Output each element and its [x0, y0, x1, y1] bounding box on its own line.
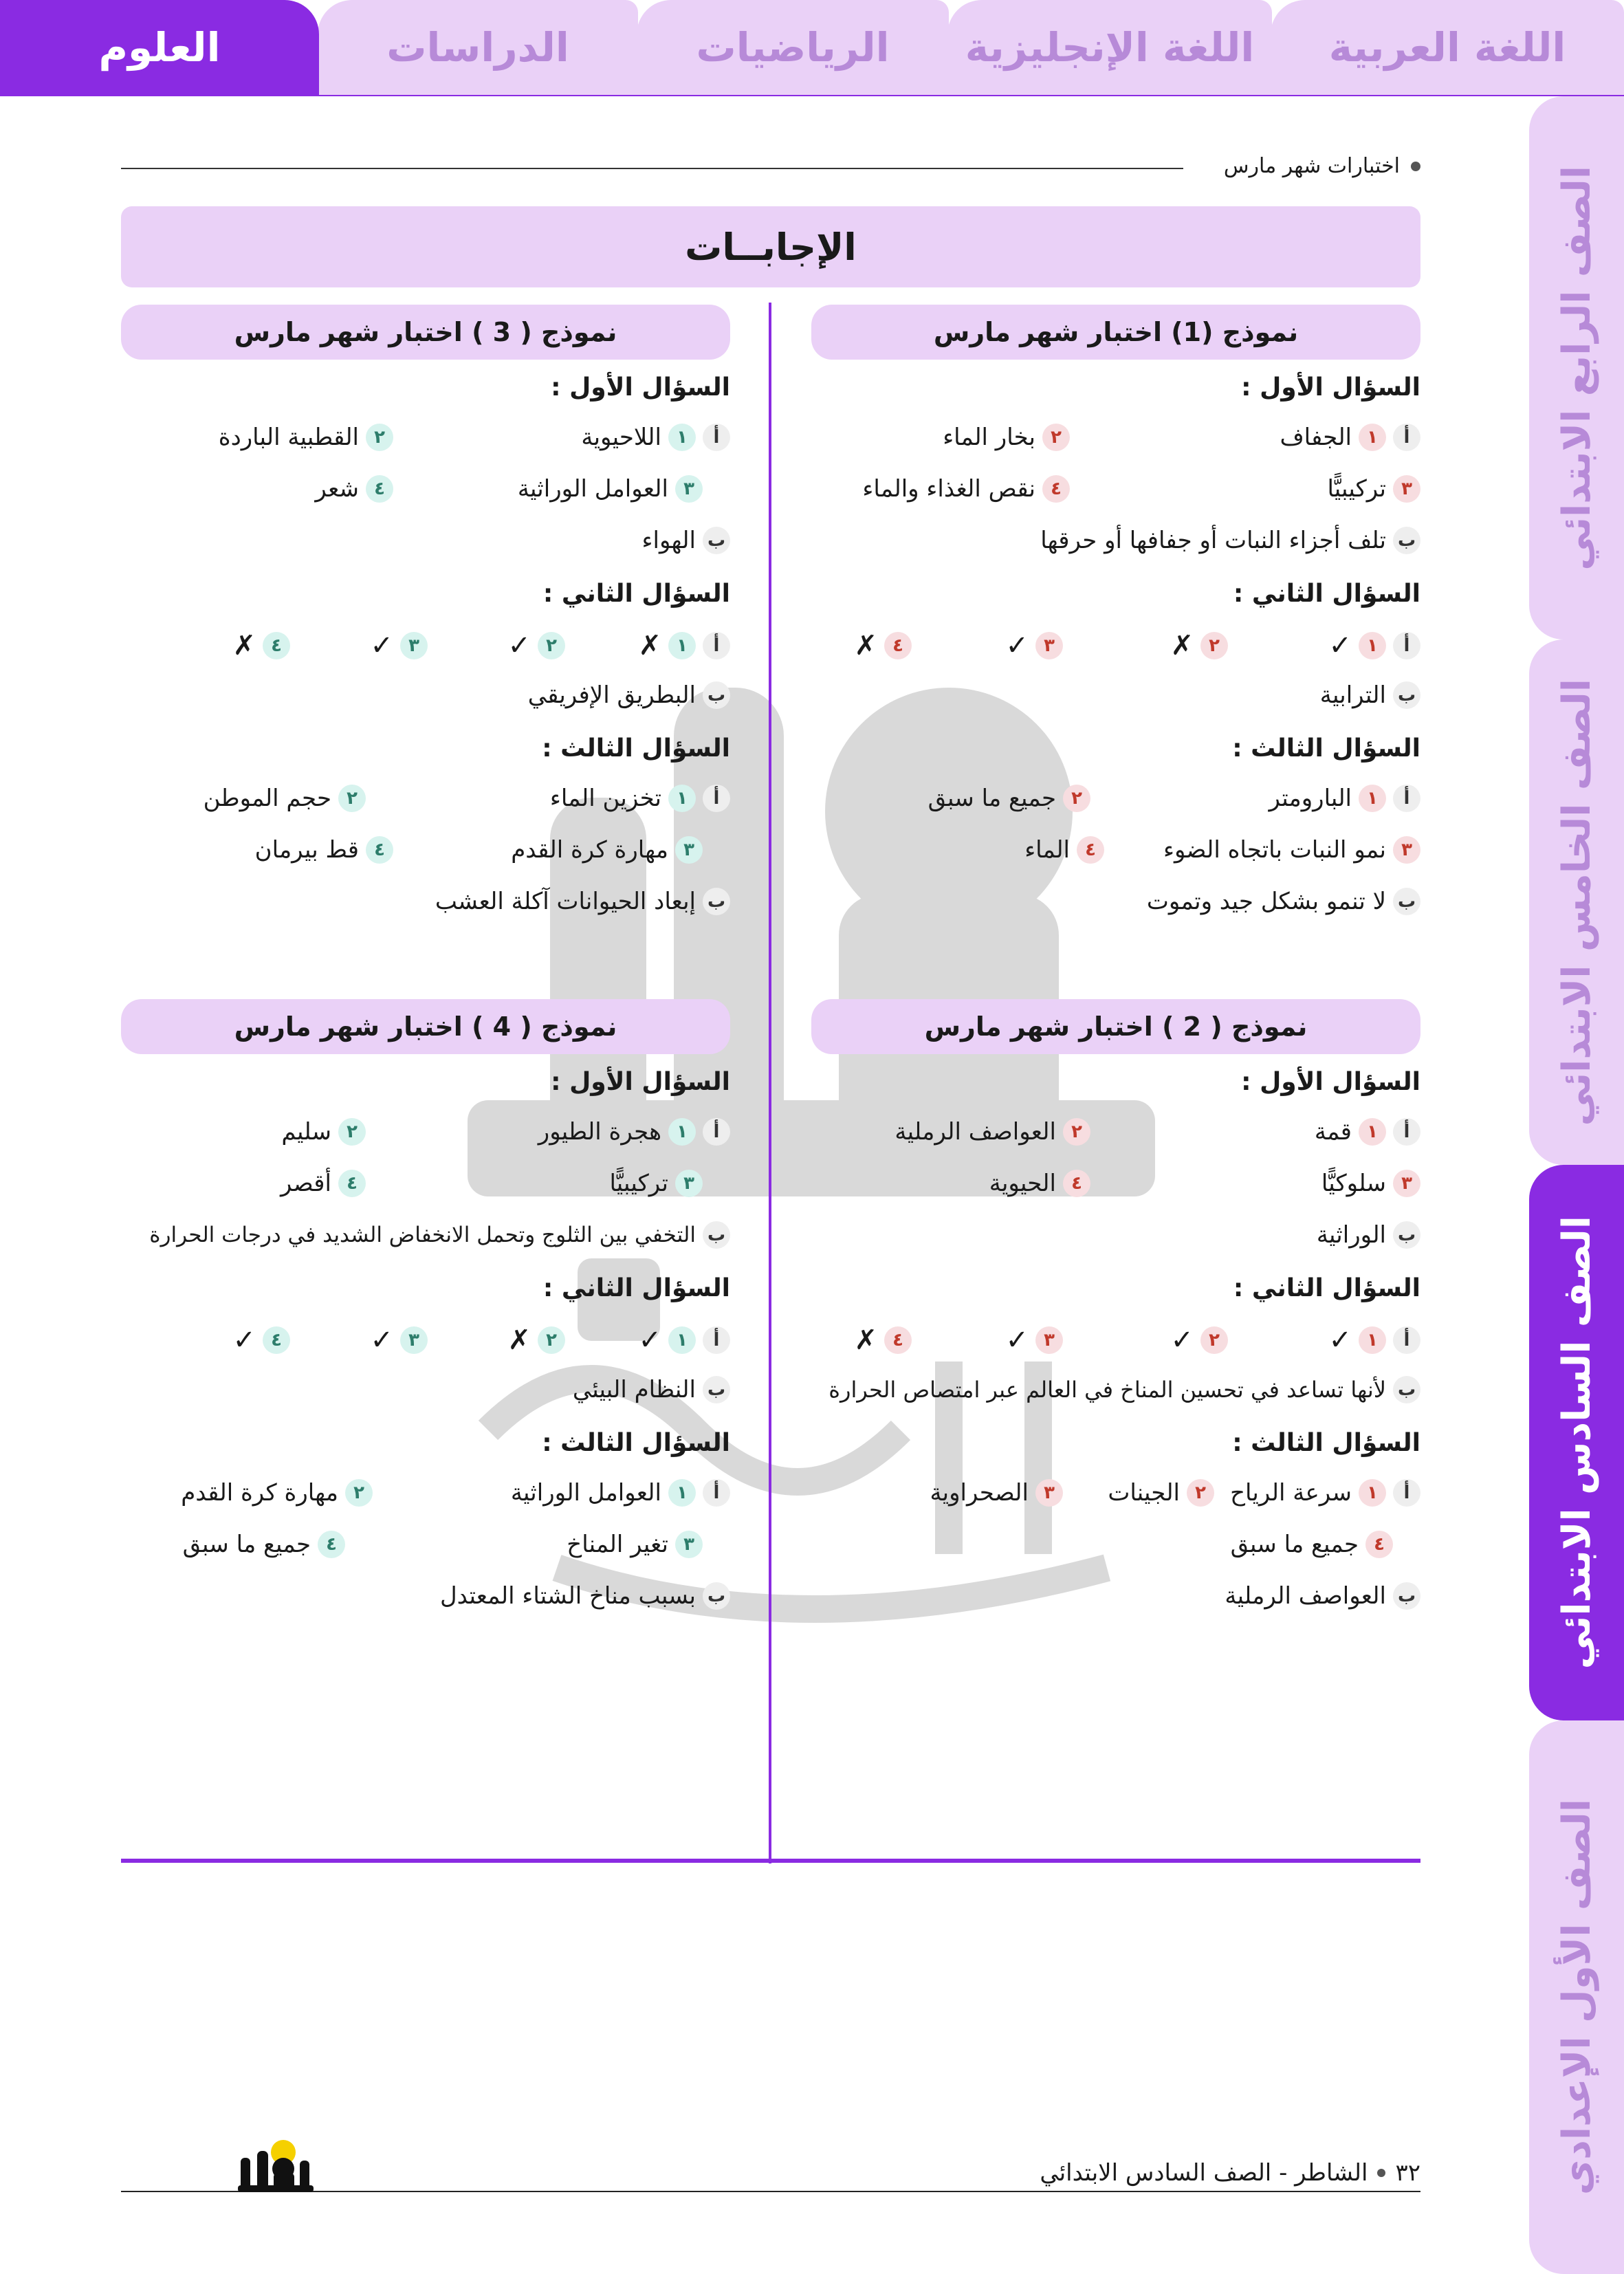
answer-text: الماء — [1024, 836, 1070, 864]
answer-text: التخفي بين الثلوج وتحمل الانخفاض الشديد في درجات الحرارة — [149, 1223, 696, 1247]
number-badge: ٣ — [1393, 475, 1420, 503]
letter-badge: ب — [1393, 527, 1420, 554]
letter-badge: ب — [1393, 1221, 1420, 1249]
model-title: نموذج (1) اختبار شهر مارس — [811, 305, 1420, 360]
check-icon: ✓ — [1005, 630, 1029, 662]
check-icon: ✓ — [370, 630, 393, 662]
breadcrumb — [1224, 154, 1420, 178]
number-badge: ٤ — [263, 632, 290, 659]
number-badge: ٣ — [1393, 1170, 1420, 1197]
number-badge: ٢ — [1200, 1326, 1228, 1354]
answer-text: العوامل الوراثية — [510, 1479, 661, 1507]
check-icon: ✓ — [1328, 1324, 1352, 1356]
answer-text: تخزين الماء — [549, 785, 661, 812]
answer-text: تلف أجزاء النبات أو جفافها أو حرقها — [1040, 527, 1386, 554]
cross-icon: ✗ — [232, 630, 256, 662]
question-heading: السؤال الثالث : — [1232, 1429, 1420, 1457]
cross-icon: ✗ — [854, 1324, 877, 1356]
number-badge: ٣ — [400, 1326, 428, 1354]
section-divider — [121, 1859, 1420, 1863]
letter-badge: ب — [703, 527, 730, 554]
number-badge: ١ — [1359, 1326, 1386, 1354]
number-badge: ١ — [668, 1118, 696, 1146]
number-badge: ٢ — [1200, 632, 1228, 659]
number-badge: ٤ — [1063, 1170, 1090, 1197]
breadcrumb-text: اختبارات شهر مارس — [1223, 154, 1400, 178]
number-badge: ٣ — [675, 1531, 703, 1558]
answer-text: النظام البيئي — [572, 1376, 696, 1403]
letter-badge: أ — [1393, 1118, 1420, 1146]
grade-tab-7[interactable]: الصف الأول الإعدادي — [1529, 1720, 1624, 2274]
answer-text: هجرة الطيور — [538, 1118, 661, 1146]
footer-label — [1030, 2159, 1420, 2187]
question-heading: السؤال الثالث : — [1232, 734, 1420, 763]
number-badge: ٤ — [1077, 836, 1104, 864]
answer-text: الصحراوية — [930, 1479, 1029, 1507]
cross-icon: ✗ — [1170, 630, 1194, 662]
answer-text: الجفاف — [1280, 424, 1352, 451]
question-heading: السؤال الثاني : — [1233, 1274, 1420, 1302]
tab-english[interactable]: اللغة الإنجليزية — [947, 0, 1272, 95]
number-badge: ٢ — [366, 424, 393, 451]
answer-text: مهارة كرة القدم — [511, 836, 668, 864]
grade-tab-6[interactable]: الصف السادس الابتدائي — [1529, 1165, 1624, 1720]
number-badge: ٤ — [884, 632, 912, 659]
number-badge: ١ — [1359, 785, 1386, 812]
number-badge: ٢ — [1187, 1479, 1214, 1507]
cross-icon: ✗ — [854, 630, 877, 662]
number-badge: ١ — [1359, 1479, 1386, 1507]
answer-text: لا تنمو بشكل جيد وتموت — [1146, 888, 1386, 915]
cross-icon: ✗ — [638, 630, 661, 662]
check-icon: ✓ — [232, 1324, 256, 1356]
answer-text: اللاحيوية — [581, 424, 661, 451]
number-badge: ٤ — [1365, 1531, 1393, 1558]
number-badge: ١ — [668, 424, 696, 451]
answer-text: لأنها تساعد في تحسين المناخ في العالم عبر امتصاص الحرارة — [829, 1377, 1386, 1403]
number-badge: ٢ — [1042, 424, 1070, 451]
number-badge: ٤ — [366, 475, 393, 503]
number-badge: ٣ — [1035, 1326, 1063, 1354]
number-badge: ٤ — [263, 1326, 290, 1354]
letter-badge: أ — [703, 1326, 730, 1354]
letter-badge: ب — [703, 1221, 730, 1249]
answer-text: شعر — [315, 475, 359, 503]
number-badge: ٢ — [1063, 785, 1090, 812]
answer-text: العوامل الوراثية — [517, 475, 668, 503]
tab-math[interactable]: الرياضيات — [637, 0, 949, 95]
answer-text: سلوكيًّا — [1321, 1170, 1386, 1197]
check-icon: ✓ — [370, 1324, 393, 1356]
answer-text: أقصر — [281, 1170, 331, 1197]
question-heading: السؤال الثاني : — [542, 1274, 730, 1302]
letter-badge: ب — [703, 1376, 730, 1403]
question-heading: السؤال الثالث : — [542, 1429, 730, 1457]
check-icon: ✓ — [507, 630, 531, 662]
check-icon: ✓ — [1170, 1324, 1194, 1356]
letter-badge: أ — [1393, 632, 1420, 659]
tab-science[interactable]: العلوم — [0, 0, 319, 95]
letter-badge: أ — [1393, 1479, 1420, 1507]
answer-text: إبعاد الحيوانات آكلة العشب — [435, 888, 696, 915]
letter-badge: أ — [1393, 1326, 1420, 1354]
check-icon: ✓ — [1005, 1324, 1029, 1356]
answer-text: بخار الماء — [943, 424, 1035, 451]
number-badge: ٢ — [1063, 1118, 1090, 1146]
answer-text: الحيوية — [989, 1170, 1056, 1197]
number-badge: ٣ — [675, 475, 703, 503]
number-badge: ٣ — [400, 632, 428, 659]
model-title: نموذج ( 2 ) اختبار شهر مارس — [811, 999, 1420, 1054]
letter-badge: أ — [1393, 785, 1420, 812]
answer-text: جميع ما سبق — [1230, 1531, 1359, 1558]
question-heading: السؤال الأول : — [1241, 373, 1420, 402]
answer-text: مهارة كرة القدم — [181, 1479, 338, 1507]
number-badge: ١ — [1359, 424, 1386, 451]
grade-tab-4[interactable]: الصف الرابع الابتدائي — [1529, 96, 1624, 639]
letter-badge: أ — [703, 785, 730, 812]
question-heading: السؤال الثاني : — [542, 580, 730, 608]
number-badge: ١ — [1359, 1118, 1386, 1146]
number-badge: ٢ — [338, 785, 366, 812]
check-icon: ✓ — [1328, 630, 1352, 662]
answer-text: الجينات — [1108, 1479, 1180, 1507]
number-badge: ٣ — [1035, 632, 1063, 659]
footer-text: الشاطر - الصف السادس الابتدائي — [1040, 2159, 1368, 2187]
letter-badge: ب — [1393, 681, 1420, 709]
cross-icon: ✗ — [507, 1324, 531, 1356]
model-2 — [811, 999, 1420, 1626]
number-badge: ٤ — [884, 1326, 912, 1354]
number-badge: ١ — [668, 1326, 696, 1354]
breadcrumb-rule — [121, 168, 1183, 169]
model-4 — [121, 999, 730, 1626]
number-badge: ٤ — [318, 1531, 345, 1558]
number-badge: ٤ — [338, 1170, 366, 1197]
answer-text: الهواء — [641, 527, 696, 554]
number-badge: ٤ — [1042, 475, 1070, 503]
letter-badge: أ — [1393, 424, 1420, 451]
number-badge: ٣ — [675, 836, 703, 864]
number-badge: ٤ — [366, 836, 393, 864]
number-badge: ١ — [1359, 632, 1386, 659]
question-heading: السؤال الأول : — [551, 373, 730, 402]
column-divider — [769, 303, 771, 1863]
question-heading: السؤال الأول : — [1241, 1068, 1420, 1096]
letter-badge: أ — [703, 1118, 730, 1146]
answers-content — [121, 96, 1420, 2274]
answer-text: سليم — [281, 1118, 331, 1146]
number-badge: ١ — [668, 632, 696, 659]
question-heading: السؤال الثالث : — [542, 734, 730, 763]
grade-tab-5[interactable]: الصف الخامس الابتدائي — [1529, 639, 1624, 1165]
number-badge: ١ — [668, 785, 696, 812]
number-badge: ٣ — [675, 1170, 703, 1197]
page-number: ٣٢ — [1395, 2159, 1420, 2187]
answer-text: العواصف الرملية — [1225, 1582, 1386, 1610]
letter-badge: ب — [1393, 1376, 1420, 1403]
answer-text: قمة — [1314, 1118, 1352, 1146]
tab-arabic[interactable]: اللغة العربية — [1271, 0, 1624, 95]
letter-badge: ب — [1393, 888, 1420, 915]
model-1 — [811, 305, 1420, 931]
letter-badge: ب — [703, 681, 730, 709]
answer-text: تركيبيًّا — [1327, 475, 1386, 503]
bullet-icon — [1377, 2169, 1385, 2177]
letter-badge: أ — [703, 632, 730, 659]
answer-text: بسبب مناخ الشتاء المعتدل — [439, 1582, 696, 1610]
number-badge: ٣ — [1393, 836, 1420, 864]
page-title: الإجابــات — [121, 206, 1420, 287]
page-edge — [1519, 96, 1529, 2274]
answer-text: العواصف الرملية — [895, 1118, 1056, 1146]
model-3 — [121, 305, 730, 931]
answer-text: نمو النبات باتجاه الضوء — [1163, 836, 1386, 864]
answer-text: البطريق الإفريقي — [527, 681, 696, 709]
number-badge: ٢ — [538, 1326, 565, 1354]
letter-badge: ب — [703, 888, 730, 915]
number-badge: ٢ — [345, 1479, 373, 1507]
grade-tabs — [1528, 96, 1624, 2274]
answer-text: القطبية الباردة — [218, 424, 359, 451]
letter-badge: أ — [703, 1479, 730, 1507]
answer-text: تغير المناخ — [567, 1531, 668, 1558]
number-badge: ١ — [668, 1479, 696, 1507]
answer-text: الترابية — [1319, 681, 1386, 709]
answer-text: جميع ما سبق — [928, 785, 1056, 812]
check-icon: ✓ — [638, 1324, 661, 1356]
answer-text: جميع ما سبق — [182, 1531, 311, 1558]
answer-text: حجم الموطن — [203, 785, 331, 812]
tab-social-studies[interactable]: الدراسات — [318, 0, 638, 95]
answer-text: تركيبيًّا — [609, 1170, 668, 1197]
model-title: نموذج ( 3 ) اختبار شهر مارس — [121, 305, 730, 360]
answer-text: نقص الغذاء والماء — [862, 475, 1035, 503]
publisher-logo-icon — [234, 2137, 323, 2199]
letter-badge: ب — [703, 1582, 730, 1610]
letter-badge: أ — [703, 424, 730, 451]
answer-text: البارومتر — [1269, 785, 1352, 812]
letter-badge: ب — [1393, 1582, 1420, 1610]
number-badge: ٣ — [1035, 1479, 1063, 1507]
answer-text: قط بيرمان — [254, 836, 359, 864]
question-heading: السؤال الأول : — [551, 1068, 730, 1096]
bullet-icon — [1411, 162, 1420, 171]
subject-tabs — [0, 0, 1624, 96]
model-title: نموذج ( 4 ) اختبار شهر مارس — [121, 999, 730, 1054]
number-badge: ٢ — [538, 632, 565, 659]
question-heading: السؤال الثاني : — [1233, 580, 1420, 608]
answer-text: الوراثية — [1316, 1221, 1386, 1249]
number-badge: ٢ — [338, 1118, 366, 1146]
answer-text: سرعة الرياح — [1230, 1479, 1352, 1507]
